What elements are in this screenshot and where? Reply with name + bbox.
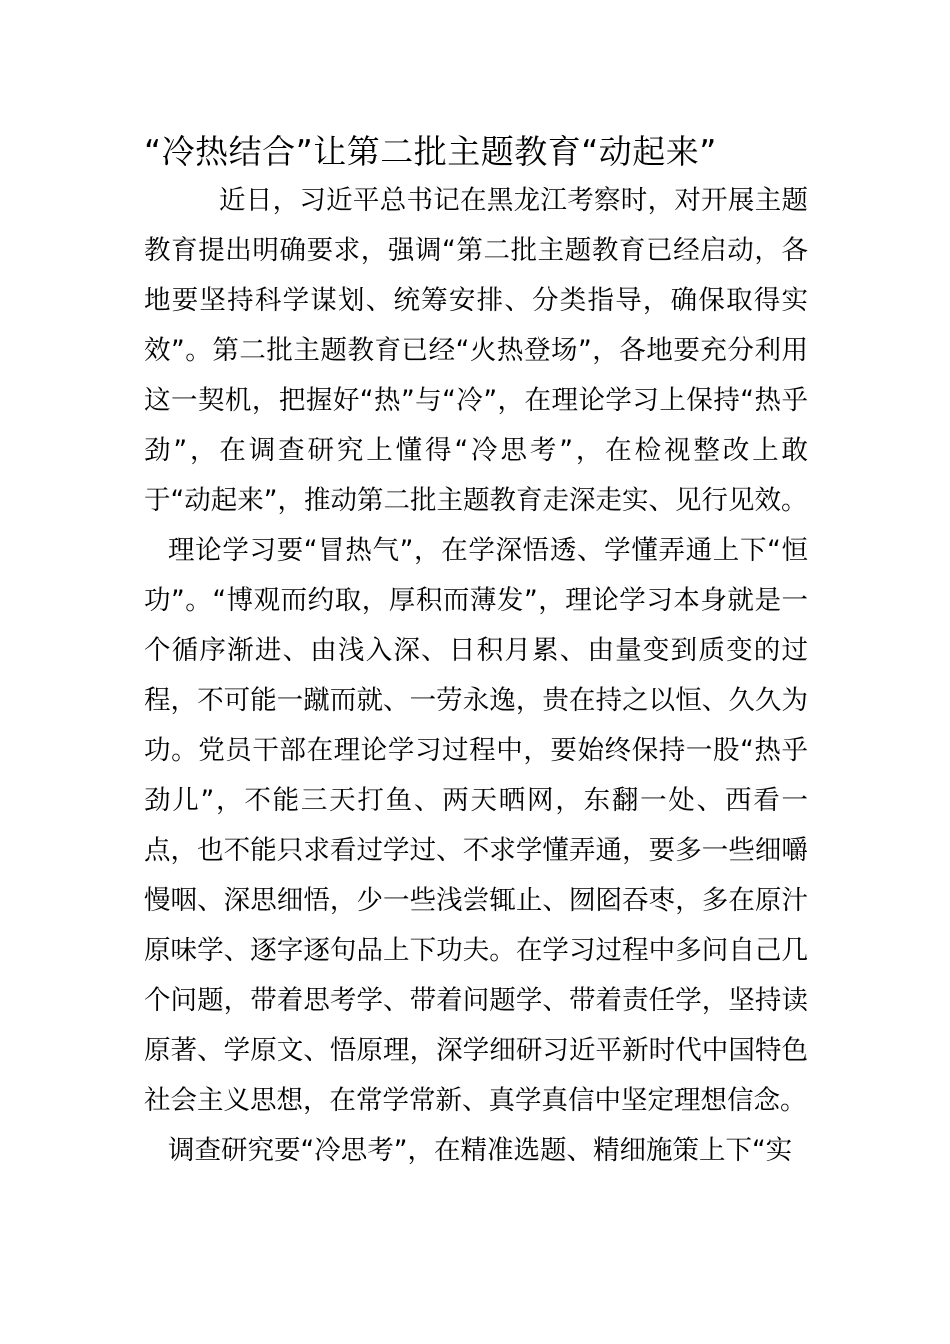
paragraph: 近日，习近平总书记在黑龙江考察时，对开展主题教育提出明确要求，强调“第二批主题教育已经启动，各地要坚持科学谋划、统筹安排、分类指导，确保取得实效”。第二批主题教育已经“火热登场”，各地要充分利用这一契机，把握好“热”与“冷”，在理论学习上保持“热乎劲”，在调查研究上懂得“冷思考”，在检视整改上敢于“动起来”，推动第二批主题教育走深走实、见行见效。 xyxy=(144,185,808,516)
document-body xyxy=(144,176,808,1176)
paragraph: 理论学习要“冒热气”，在学深悟透、学懂弄通上下“恒功”。“博观而约取，厚积而薄发”，理论学习本身就是一个循序渐进、由浅入深、日积月累、由量变到质变的过程，不可能一蹴而就、一劳永逸，贵在持之以恒、久久为功。党员干部在理论学习过程中，要始终保持一股“热乎劲儿”，不能三天打鱼、两天晒网，东翻一处、西看一点，也不能只求看过学过、不求学懂弄通，要多一些细嚼慢咽、深思细悟，少一些浅尝辄止、囫囵吞枣，多在原汁原味学、逐字逐句品上下功夫。在学习过程中多问自己几个问题，带着思考学、带着问题学、带着责任学，坚持读原著、学原文、悟原理，深学细研习近平新时代中国特色社会主义思想，在常学常新、真学真信中坚定理想信念。 xyxy=(144,535,808,1116)
document-title: “冷热结合”让第二批主题教育“动起来” xyxy=(144,132,717,171)
paragraph: 调查研究要“冷思考”，在精准选题、精细施策上下“实 xyxy=(168,1135,793,1166)
